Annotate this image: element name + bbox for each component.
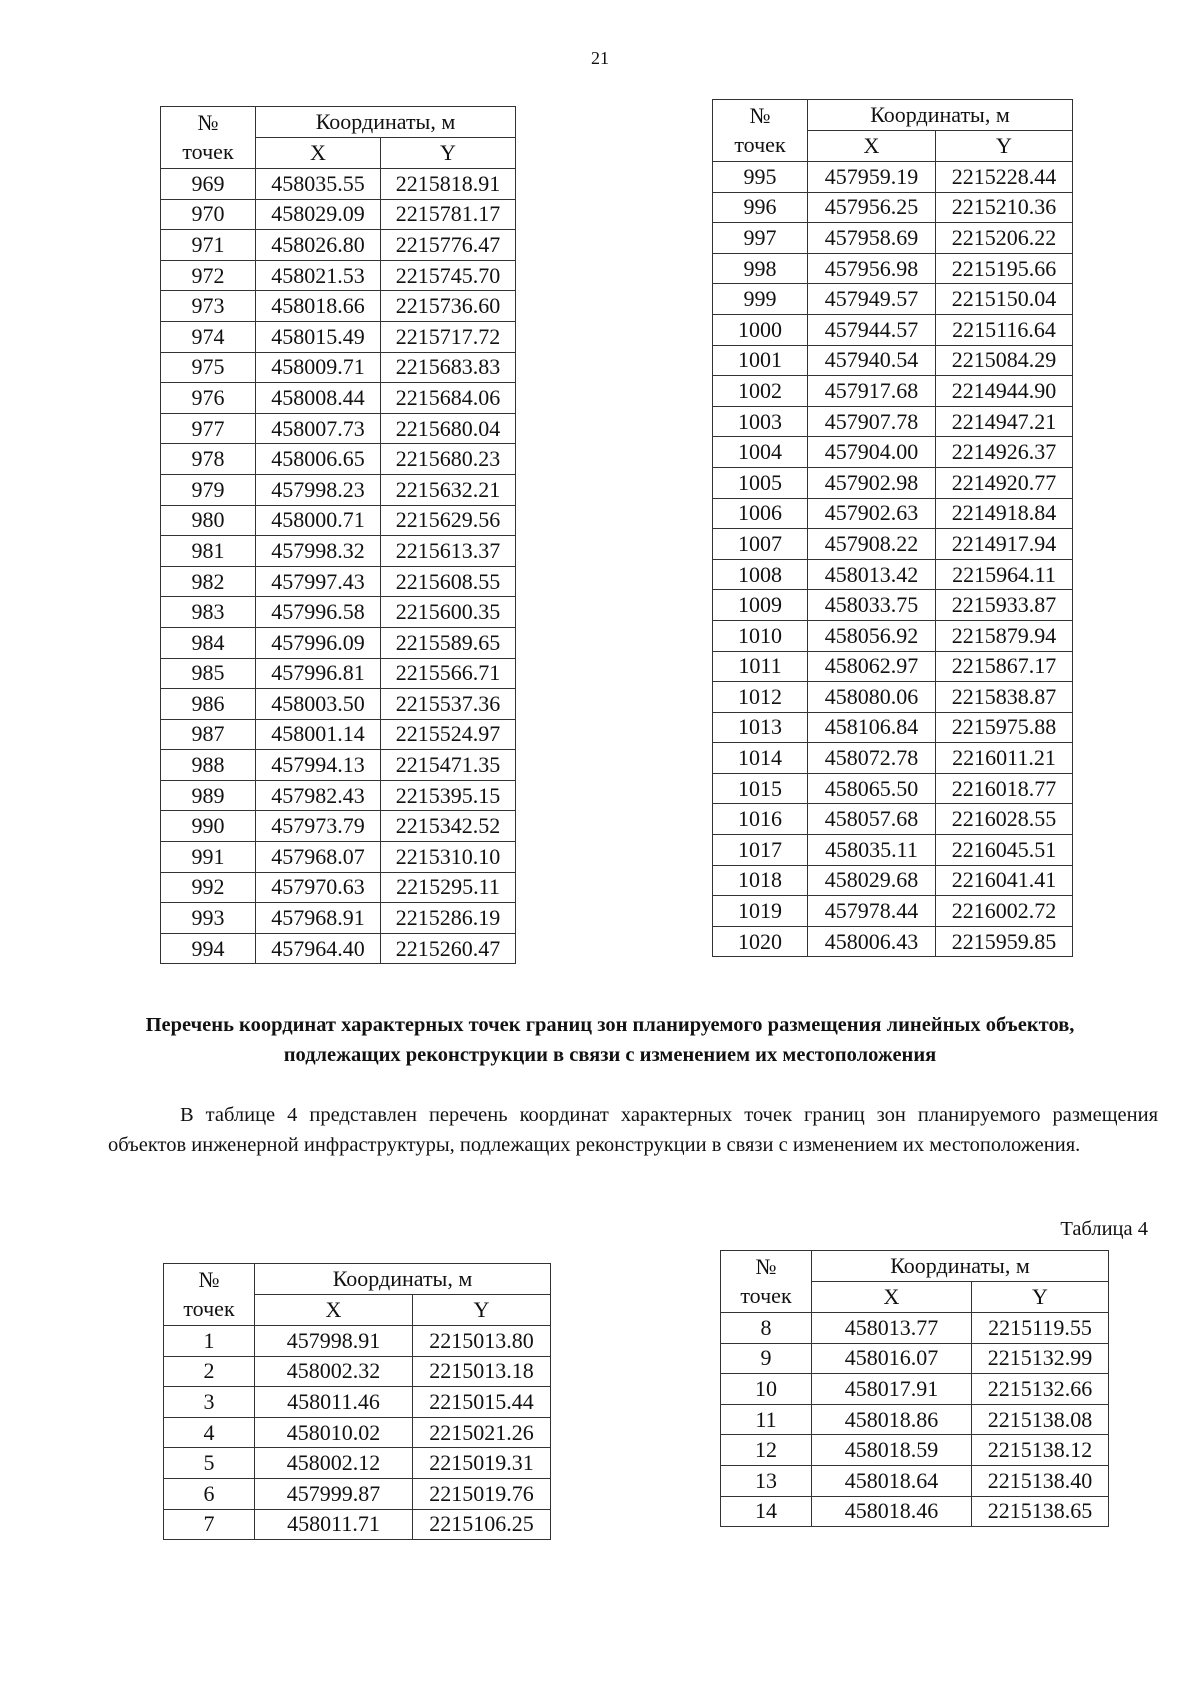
x-coordinate-cell: 458035.55 — [256, 169, 381, 200]
x-coordinate-cell: 457956.98 — [808, 253, 936, 284]
x-coordinate-cell: 457998.91 — [255, 1326, 413, 1357]
y-coordinate-cell: 2215959.85 — [936, 926, 1073, 957]
y-coordinate-cell: 2215138.12 — [972, 1435, 1109, 1466]
point-number-cell: 8 — [721, 1313, 812, 1344]
y-coordinate-cell: 2215680.23 — [381, 444, 516, 475]
x-coordinate-cell: 458035.11 — [808, 835, 936, 866]
y-coordinate-cell: 2216002.72 — [936, 896, 1073, 927]
y-coordinate-cell: 2215286.19 — [381, 903, 516, 934]
x-coordinate-cell: 458006.43 — [808, 926, 936, 957]
header-coordinates: Координаты, м — [808, 100, 1073, 131]
y-coordinate-cell: 2215228.44 — [936, 162, 1073, 193]
table-row — [161, 321, 516, 352]
point-number-cell: 976 — [161, 383, 256, 414]
table-row — [713, 345, 1073, 376]
y-coordinate-cell: 2215537.36 — [381, 689, 516, 720]
table-row — [164, 1478, 551, 1509]
point-number-cell: 979 — [161, 474, 256, 505]
point-number-cell: 1003 — [713, 406, 808, 437]
y-coordinate-cell: 2215084.29 — [936, 345, 1073, 376]
x-coordinate-cell: 457996.81 — [256, 658, 381, 689]
header-x: X — [808, 131, 936, 162]
y-coordinate-cell: 2215015.44 — [413, 1387, 551, 1418]
point-number-cell: 969 — [161, 169, 256, 200]
point-number-cell: 970 — [161, 199, 256, 230]
point-number-cell: 5 — [164, 1448, 255, 1479]
section-heading: Перечень координат характерных точек границ зон планируемого размещения линейных объектов, подлежащих реконструкции в связи с изменением их местоположения — [145, 1014, 1075, 1066]
x-coordinate-cell: 457917.68 — [808, 376, 936, 407]
y-coordinate-cell: 2215132.66 — [972, 1374, 1109, 1405]
x-coordinate-cell: 458029.68 — [808, 865, 936, 896]
table-row — [713, 223, 1073, 254]
point-number-cell: 12 — [721, 1435, 812, 1466]
y-coordinate-cell: 2215342.52 — [381, 811, 516, 842]
point-number-cell: 7 — [164, 1509, 255, 1540]
y-coordinate-cell: 2216041.41 — [936, 865, 1073, 896]
table-row — [721, 1374, 1109, 1405]
header-y: Y — [972, 1282, 1109, 1313]
table-row — [164, 1326, 551, 1357]
table-row — [713, 376, 1073, 407]
table-row — [713, 804, 1073, 835]
y-coordinate-cell: 2215119.55 — [972, 1313, 1109, 1344]
x-coordinate-cell: 458002.32 — [255, 1356, 413, 1387]
x-coordinate-cell: 458010.02 — [255, 1417, 413, 1448]
point-number-cell: 1016 — [713, 804, 808, 835]
y-coordinate-cell: 2215013.18 — [413, 1356, 551, 1387]
point-number-cell: 1009 — [713, 590, 808, 621]
point-number-cell: 994 — [161, 933, 256, 964]
x-coordinate-cell: 458006.65 — [256, 444, 381, 475]
point-number-cell: 985 — [161, 658, 256, 689]
x-coordinate-cell: 457994.13 — [256, 750, 381, 781]
x-coordinate-cell: 457997.43 — [256, 566, 381, 597]
table-row — [161, 811, 516, 842]
x-coordinate-cell: 458029.09 — [256, 199, 381, 230]
point-number-cell: 1020 — [713, 926, 808, 957]
point-number-cell: 973 — [161, 291, 256, 322]
x-coordinate-cell: 458065.50 — [808, 773, 936, 804]
table-row — [161, 260, 516, 291]
point-number-cell: 1010 — [713, 620, 808, 651]
table-row — [161, 444, 516, 475]
table-row — [161, 474, 516, 505]
x-coordinate-cell: 457944.57 — [808, 314, 936, 345]
point-number-cell: 1014 — [713, 743, 808, 774]
point-number-cell: 982 — [161, 566, 256, 597]
table-row — [713, 682, 1073, 713]
y-coordinate-cell: 2215629.56 — [381, 505, 516, 536]
x-coordinate-cell: 457973.79 — [256, 811, 381, 842]
point-number-cell: 980 — [161, 505, 256, 536]
point-number-cell: 2 — [164, 1356, 255, 1387]
header-point-number: № точек — [713, 100, 808, 162]
x-coordinate-cell: 458013.77 — [812, 1313, 972, 1344]
table-row — [161, 291, 516, 322]
coordinates-table-995-1020 — [712, 99, 1073, 957]
header-y: Y — [413, 1295, 551, 1326]
point-number-cell: 996 — [713, 192, 808, 223]
y-coordinate-cell: 2215566.71 — [381, 658, 516, 689]
y-coordinate-cell: 2214918.84 — [936, 498, 1073, 529]
point-number-cell: 981 — [161, 536, 256, 567]
y-coordinate-cell: 2215295.11 — [381, 872, 516, 903]
x-coordinate-cell: 457908.22 — [808, 529, 936, 560]
point-number-cell: 1015 — [713, 773, 808, 804]
x-coordinate-cell: 458009.71 — [256, 352, 381, 383]
y-coordinate-cell: 2215736.60 — [381, 291, 516, 322]
y-coordinate-cell: 2215589.65 — [381, 627, 516, 658]
y-coordinate-cell: 2215138.40 — [972, 1465, 1109, 1496]
header-point-number: № точек — [721, 1251, 812, 1313]
table-row — [713, 590, 1073, 621]
point-number-cell: 1007 — [713, 529, 808, 560]
x-coordinate-cell: 457964.40 — [256, 933, 381, 964]
y-coordinate-cell: 2215781.17 — [381, 199, 516, 230]
y-coordinate-cell: 2215138.08 — [972, 1404, 1109, 1435]
x-coordinate-cell: 457959.19 — [808, 162, 936, 193]
y-coordinate-cell: 2215471.35 — [381, 750, 516, 781]
table-row — [161, 597, 516, 628]
table-row — [713, 284, 1073, 315]
point-number-cell: 3 — [164, 1387, 255, 1418]
section-paragraph: В таблице 4 представлен перечень координат характерных точек границ зон планируемого размещения объектов инженерной инфраструктуры, подлежащих реконструкции в связи с изменением их местоположения. — [108, 1104, 1158, 1156]
y-coordinate-cell: 2215206.22 — [936, 223, 1073, 254]
y-coordinate-cell: 2215818.91 — [381, 169, 516, 200]
point-number-cell: 1019 — [713, 896, 808, 927]
y-coordinate-cell: 2215195.66 — [936, 253, 1073, 284]
y-coordinate-cell: 2215975.88 — [936, 712, 1073, 743]
x-coordinate-cell: 457996.09 — [256, 627, 381, 658]
y-coordinate-cell: 2215019.31 — [413, 1448, 551, 1479]
x-coordinate-cell: 457902.98 — [808, 467, 936, 498]
table-row — [721, 1465, 1109, 1496]
y-coordinate-cell: 2215600.35 — [381, 597, 516, 628]
x-coordinate-cell: 457996.58 — [256, 597, 381, 628]
point-number-cell: 1018 — [713, 865, 808, 896]
x-coordinate-cell: 458072.78 — [808, 743, 936, 774]
y-coordinate-cell: 2214947.21 — [936, 406, 1073, 437]
x-coordinate-cell: 457968.91 — [256, 903, 381, 934]
table-row — [161, 352, 516, 383]
point-number-cell: 1017 — [713, 835, 808, 866]
y-coordinate-cell: 2214926.37 — [936, 437, 1073, 468]
y-coordinate-cell: 2214920.77 — [936, 467, 1073, 498]
table-row — [713, 773, 1073, 804]
table-row — [721, 1496, 1109, 1527]
header-x: X — [256, 138, 381, 169]
x-coordinate-cell: 458007.73 — [256, 413, 381, 444]
table-row — [713, 651, 1073, 682]
point-number-cell: 997 — [713, 223, 808, 254]
x-coordinate-cell: 458057.68 — [808, 804, 936, 835]
table-row — [721, 1343, 1109, 1374]
table-row — [161, 383, 516, 414]
point-number-cell: 11 — [721, 1404, 812, 1435]
point-number-cell: 1000 — [713, 314, 808, 345]
y-coordinate-cell: 2216045.51 — [936, 835, 1073, 866]
table-row — [161, 536, 516, 567]
table-row — [161, 230, 516, 261]
header-coordinates: Координаты, м — [812, 1251, 1109, 1282]
x-coordinate-cell: 458018.64 — [812, 1465, 972, 1496]
y-coordinate-cell: 2216018.77 — [936, 773, 1073, 804]
point-number-cell: 993 — [161, 903, 256, 934]
x-coordinate-cell: 457982.43 — [256, 780, 381, 811]
point-number-cell: 1 — [164, 1326, 255, 1357]
x-coordinate-cell: 458013.42 — [808, 559, 936, 590]
coordinates-table-969-994 — [160, 106, 516, 964]
point-number-cell: 987 — [161, 719, 256, 750]
table-row — [164, 1509, 551, 1540]
point-number-cell: 974 — [161, 321, 256, 352]
table-row — [164, 1356, 551, 1387]
table4-right — [720, 1250, 1109, 1527]
table-row — [713, 437, 1073, 468]
x-coordinate-cell: 458018.59 — [812, 1435, 972, 1466]
x-coordinate-cell: 457998.32 — [256, 536, 381, 567]
table-row — [164, 1448, 551, 1479]
x-coordinate-cell: 457902.63 — [808, 498, 936, 529]
table-row — [713, 498, 1073, 529]
table-row — [713, 314, 1073, 345]
table-row — [721, 1404, 1109, 1435]
y-coordinate-cell: 2215138.65 — [972, 1496, 1109, 1527]
point-number-cell: 972 — [161, 260, 256, 291]
point-number-cell: 999 — [713, 284, 808, 315]
point-number-cell: 984 — [161, 627, 256, 658]
table-row — [161, 413, 516, 444]
point-number-cell: 995 — [713, 162, 808, 193]
x-coordinate-cell: 458002.12 — [255, 1448, 413, 1479]
header-x: X — [255, 1295, 413, 1326]
y-coordinate-cell: 2215964.11 — [936, 559, 1073, 590]
table-row — [713, 865, 1073, 896]
table-row — [713, 743, 1073, 774]
point-number-cell: 988 — [161, 750, 256, 781]
y-coordinate-cell: 2214917.94 — [936, 529, 1073, 560]
x-coordinate-cell: 458033.75 — [808, 590, 936, 621]
point-number-cell: 10 — [721, 1374, 812, 1405]
x-coordinate-cell: 458008.44 — [256, 383, 381, 414]
table-row — [164, 1417, 551, 1448]
point-number-cell: 6 — [164, 1478, 255, 1509]
x-coordinate-cell: 457956.25 — [808, 192, 936, 223]
x-coordinate-cell: 458000.71 — [256, 505, 381, 536]
table-row — [161, 903, 516, 934]
table-row — [713, 253, 1073, 284]
x-coordinate-cell: 458026.80 — [256, 230, 381, 261]
point-number-cell: 992 — [161, 872, 256, 903]
y-coordinate-cell: 2215838.87 — [936, 682, 1073, 713]
header-y: Y — [381, 138, 516, 169]
table-row — [713, 406, 1073, 437]
table-row — [713, 896, 1073, 927]
point-number-cell: 1008 — [713, 559, 808, 590]
table-row — [713, 467, 1073, 498]
x-coordinate-cell: 458001.14 — [256, 719, 381, 750]
y-coordinate-cell: 2215132.99 — [972, 1343, 1109, 1374]
table-row — [161, 566, 516, 597]
page-number: 21 — [591, 48, 609, 68]
table-caption: Таблица 4 — [1060, 1218, 1148, 1240]
header-x: X — [812, 1282, 972, 1313]
y-coordinate-cell: 2216011.21 — [936, 743, 1073, 774]
y-coordinate-cell: 2215933.87 — [936, 590, 1073, 621]
table-row — [161, 933, 516, 964]
header-point-number: № точек — [161, 107, 256, 169]
header-point-number: № точек — [164, 1264, 255, 1326]
point-number-cell: 975 — [161, 352, 256, 383]
table-row — [161, 719, 516, 750]
table-row — [161, 169, 516, 200]
point-number-cell: 986 — [161, 689, 256, 720]
x-coordinate-cell: 457999.87 — [255, 1478, 413, 1509]
x-coordinate-cell: 458056.92 — [808, 620, 936, 651]
x-coordinate-cell: 457949.57 — [808, 284, 936, 315]
y-coordinate-cell: 2214944.90 — [936, 376, 1073, 407]
header-coordinates: Координаты, м — [255, 1264, 551, 1295]
y-coordinate-cell: 2215776.47 — [381, 230, 516, 261]
point-number-cell: 1005 — [713, 467, 808, 498]
y-coordinate-cell: 2215683.83 — [381, 352, 516, 383]
y-coordinate-cell: 2215867.17 — [936, 651, 1073, 682]
x-coordinate-cell: 458018.46 — [812, 1496, 972, 1527]
y-coordinate-cell: 2215608.55 — [381, 566, 516, 597]
point-number-cell: 998 — [713, 253, 808, 284]
y-coordinate-cell: 2215021.26 — [413, 1417, 551, 1448]
point-number-cell: 977 — [161, 413, 256, 444]
point-number-cell: 1002 — [713, 376, 808, 407]
table-row — [721, 1435, 1109, 1466]
y-coordinate-cell: 2216028.55 — [936, 804, 1073, 835]
x-coordinate-cell: 458018.66 — [256, 291, 381, 322]
table-row — [713, 529, 1073, 560]
y-coordinate-cell: 2215684.06 — [381, 383, 516, 414]
table-row — [161, 689, 516, 720]
point-number-cell: 13 — [721, 1465, 812, 1496]
table-row — [161, 627, 516, 658]
x-coordinate-cell: 458011.71 — [255, 1509, 413, 1540]
point-number-cell: 983 — [161, 597, 256, 628]
point-number-cell: 9 — [721, 1343, 812, 1374]
table-row — [161, 780, 516, 811]
y-coordinate-cell: 2215745.70 — [381, 260, 516, 291]
point-number-cell: 14 — [721, 1496, 812, 1527]
table-row — [161, 842, 516, 873]
table-row — [161, 750, 516, 781]
point-number-cell: 991 — [161, 842, 256, 873]
point-number-cell: 1013 — [713, 712, 808, 743]
x-coordinate-cell: 458011.46 — [255, 1387, 413, 1418]
x-coordinate-cell: 458017.91 — [812, 1374, 972, 1405]
x-coordinate-cell: 457904.00 — [808, 437, 936, 468]
x-coordinate-cell: 458015.49 — [256, 321, 381, 352]
point-number-cell: 971 — [161, 230, 256, 261]
x-coordinate-cell: 458106.84 — [808, 712, 936, 743]
x-coordinate-cell: 458016.07 — [812, 1343, 972, 1374]
x-coordinate-cell: 457968.07 — [256, 842, 381, 873]
y-coordinate-cell: 2215632.21 — [381, 474, 516, 505]
y-coordinate-cell: 2215310.10 — [381, 842, 516, 873]
table-row — [713, 926, 1073, 957]
point-number-cell: 1006 — [713, 498, 808, 529]
y-coordinate-cell: 2215717.72 — [381, 321, 516, 352]
point-number-cell: 1004 — [713, 437, 808, 468]
table-row — [164, 1387, 551, 1418]
table-row — [713, 620, 1073, 651]
y-coordinate-cell: 2215019.76 — [413, 1478, 551, 1509]
table-row — [161, 658, 516, 689]
table-row — [713, 192, 1073, 223]
point-number-cell: 1011 — [713, 651, 808, 682]
y-coordinate-cell: 2215210.36 — [936, 192, 1073, 223]
x-coordinate-cell: 457940.54 — [808, 345, 936, 376]
table4-left — [163, 1263, 551, 1540]
x-coordinate-cell: 458062.97 — [808, 651, 936, 682]
table-row — [713, 162, 1073, 193]
table-row — [713, 835, 1073, 866]
header-coordinates: Координаты, м — [256, 107, 516, 138]
y-coordinate-cell: 2215524.97 — [381, 719, 516, 750]
y-coordinate-cell: 2215106.25 — [413, 1509, 551, 1540]
table-row — [161, 199, 516, 230]
y-coordinate-cell: 2215395.15 — [381, 780, 516, 811]
y-coordinate-cell: 2215150.04 — [936, 284, 1073, 315]
y-coordinate-cell: 2215680.04 — [381, 413, 516, 444]
x-coordinate-cell: 457958.69 — [808, 223, 936, 254]
y-coordinate-cell: 2215013.80 — [413, 1326, 551, 1357]
table-row — [713, 559, 1073, 590]
y-coordinate-cell: 2215116.64 — [936, 314, 1073, 345]
x-coordinate-cell: 458080.06 — [808, 682, 936, 713]
point-number-cell: 1001 — [713, 345, 808, 376]
table-row — [721, 1313, 1109, 1344]
point-number-cell: 978 — [161, 444, 256, 475]
x-coordinate-cell: 458021.53 — [256, 260, 381, 291]
table-row — [161, 505, 516, 536]
point-number-cell: 990 — [161, 811, 256, 842]
x-coordinate-cell: 457907.78 — [808, 406, 936, 437]
point-number-cell: 4 — [164, 1417, 255, 1448]
header-y: Y — [936, 131, 1073, 162]
y-coordinate-cell: 2215613.37 — [381, 536, 516, 567]
x-coordinate-cell: 457970.63 — [256, 872, 381, 903]
y-coordinate-cell: 2215260.47 — [381, 933, 516, 964]
table-row — [713, 712, 1073, 743]
table-row — [161, 872, 516, 903]
x-coordinate-cell: 457998.23 — [256, 474, 381, 505]
x-coordinate-cell: 458018.86 — [812, 1404, 972, 1435]
x-coordinate-cell: 457978.44 — [808, 896, 936, 927]
point-number-cell: 989 — [161, 780, 256, 811]
y-coordinate-cell: 2215879.94 — [936, 620, 1073, 651]
x-coordinate-cell: 458003.50 — [256, 689, 381, 720]
point-number-cell: 1012 — [713, 682, 808, 713]
